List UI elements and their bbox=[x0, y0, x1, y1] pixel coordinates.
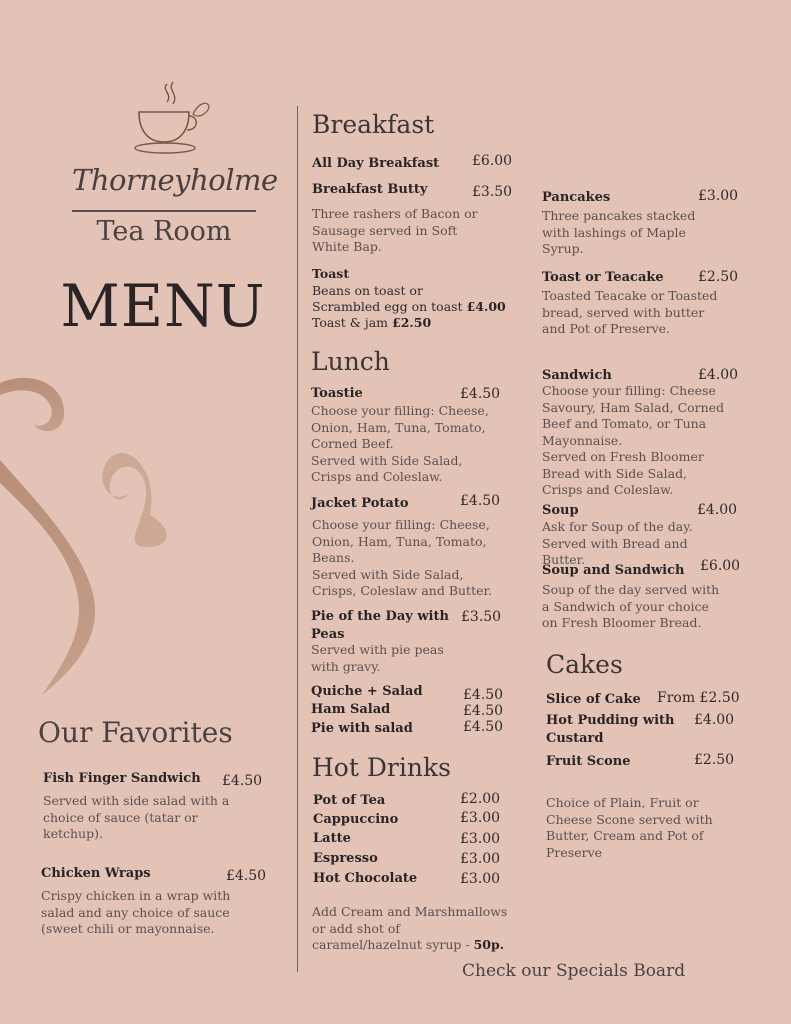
drink-item-price: £2.00 bbox=[460, 791, 501, 807]
lunch-item-name: Sandwich bbox=[542, 368, 612, 383]
breakfast-item-price: £3.00 bbox=[698, 188, 739, 204]
breakfast-item-desc: Three pancakes stacked with lashings of Maple Syrup. bbox=[542, 208, 696, 256]
breakfast-item-desc: Toasted Teacake or Toasted bread, served with butter and Pot of Preserve. bbox=[542, 288, 718, 336]
favorite-item-name: Fish Finger Sandwich bbox=[43, 771, 201, 786]
favorites-title: Our Favorites bbox=[38, 716, 233, 749]
breakfast-item-name: All Day Breakfast bbox=[312, 156, 440, 171]
cake-item-name: Slice of Cake bbox=[546, 692, 641, 707]
breakfast-item-name: Toast or Teacake bbox=[542, 270, 664, 285]
lunch-item-name: Quiche + Salad bbox=[311, 684, 423, 699]
breakfast-item-price: £2.50 bbox=[698, 269, 739, 285]
lunch-item-price: £4.50 bbox=[460, 493, 501, 509]
favorite-item-desc: Served with side salad with a choice of sauce (tatar or ketchup). bbox=[43, 793, 230, 841]
toast-line: Beans on toast or bbox=[312, 283, 423, 298]
drink-item-name: Latte bbox=[313, 831, 351, 846]
lunch-item-price: £3.50 bbox=[461, 609, 502, 625]
favorite-item-price: £4.50 bbox=[222, 773, 263, 789]
lunch-item-price: £4.50 bbox=[463, 687, 504, 703]
lunch-item-name: Toastie bbox=[311, 386, 363, 401]
breakfast-item-name: Pancakes bbox=[542, 190, 611, 205]
brand-underline bbox=[72, 210, 256, 212]
breakfast-item-name: Breakfast Butty bbox=[312, 182, 428, 197]
cakes-note: Choice of Plain, Fruit or Cheese Scone served with Butter, Cream and Pot of Preserve bbox=[546, 795, 713, 860]
lunch-item-desc: Served with pie peas with gravy. bbox=[311, 642, 444, 674]
drink-item-price: £3.00 bbox=[460, 851, 501, 867]
lunch-item-desc: Choose your filling: Cheese, Onion, Ham, Tuna, Tomato, Beans. Served with Side Salad, Crisps, Coleslaw and Butter. bbox=[312, 517, 493, 598]
column-divider bbox=[297, 106, 298, 972]
toast-line-price: £4.00 bbox=[466, 299, 506, 314]
teacup-icon bbox=[125, 80, 215, 158]
toast-line-price: £2.50 bbox=[392, 315, 432, 330]
lunch-item-name: Soup bbox=[542, 503, 579, 518]
toast-line-text: Toast & jam bbox=[312, 315, 389, 330]
lunch-item-price: £4.00 bbox=[697, 502, 738, 518]
breakfast-item-desc: Three rashers of Bacon or Sausage served in Soft White Bap. bbox=[312, 206, 478, 254]
hot-drinks-note bbox=[312, 904, 512, 954]
toast-line bbox=[312, 315, 431, 332]
drink-item-name: Cappuccino bbox=[313, 812, 399, 827]
toast-line-text: Scrambled egg on toast bbox=[312, 299, 463, 314]
brand-subtitle: Tea Room bbox=[96, 216, 232, 247]
cake-item-price: £4.00 bbox=[694, 712, 735, 728]
lunch-item-price: £4.50 bbox=[463, 703, 504, 719]
drink-item-name: Hot Chocolate bbox=[313, 871, 418, 886]
cake-item-price: From £2.50 bbox=[657, 690, 740, 706]
brand-name: Thorneyholme bbox=[72, 163, 278, 197]
swirl-decoration bbox=[0, 365, 185, 700]
favorite-item-desc: Crispy chicken in a wrap with salad and any choice of sauce (sweet chili or mayonnaise. bbox=[41, 888, 231, 936]
breakfast-title: Breakfast bbox=[312, 110, 435, 139]
favorite-item-name: Chicken Wraps bbox=[41, 866, 151, 881]
breakfast-item-price: £3.50 bbox=[472, 184, 513, 200]
lunch-item-price: £4.50 bbox=[460, 386, 501, 402]
drink-item-price: £3.00 bbox=[460, 831, 501, 847]
lunch-item-name: Ham Salad bbox=[311, 702, 391, 717]
cakes-title: Cakes bbox=[546, 650, 623, 679]
lunch-item-name: Jacket Potato bbox=[311, 496, 409, 511]
menu-title: MENU bbox=[60, 272, 266, 340]
cake-item-price: £2.50 bbox=[694, 752, 735, 768]
toast-line bbox=[312, 299, 506, 316]
lunch-item-name: Soup and Sandwich bbox=[542, 563, 685, 578]
drink-item-price: £3.00 bbox=[460, 871, 501, 887]
cake-item-name: Fruit Scone bbox=[546, 754, 631, 769]
toast-name: Toast bbox=[312, 266, 350, 281]
lunch-item-price: £4.00 bbox=[698, 367, 739, 383]
lunch-item-desc: Choose your filling: Cheese, Onion, Ham, Tuna, Tomato, Corned Beef. Served with Side Salad, Crisps and Coleslaw. bbox=[311, 403, 489, 484]
specials-footer: Check our Specials Board bbox=[462, 961, 686, 981]
breakfast-item-price: £6.00 bbox=[472, 153, 513, 169]
lunch-item-desc: Ask for Soup of the day. Served with Bread and Butter. bbox=[542, 519, 693, 567]
hot-drinks-title: Hot Drinks bbox=[312, 753, 451, 782]
drink-item-name: Pot of Tea bbox=[313, 793, 386, 808]
lunch-item-price: £4.50 bbox=[463, 719, 504, 735]
lunch-title: Lunch bbox=[311, 347, 390, 376]
lunch-item-name: Pie of the Day with Peas bbox=[311, 609, 449, 642]
lunch-item-desc: Soup of the day served with a Sandwich of your choice on Fresh Bloomer Bread. bbox=[542, 582, 720, 630]
lunch-item-desc: Choose your filling: Cheese Savoury, Ham Salad, Corned Beef and Tomato, or Tuna Mayonnaise. Served on Fresh Bloomer Bread with Side Salad, Crisps and Coleslaw. bbox=[542, 383, 725, 497]
favorite-item-price: £4.50 bbox=[226, 868, 267, 884]
hot-drinks-note-price: 50p. bbox=[473, 937, 505, 952]
lunch-item-price: £6.00 bbox=[700, 558, 741, 574]
cake-item-name: Hot Pudding with Custard bbox=[546, 713, 675, 746]
drink-item-name: Espresso bbox=[313, 851, 378, 866]
lunch-item-name: Pie with salad bbox=[311, 721, 413, 736]
hot-drinks-note-text: Add Cream and Marshmallows or add shot of caramel/hazelnut syrup - bbox=[312, 904, 508, 952]
drink-item-price: £3.00 bbox=[460, 810, 501, 826]
